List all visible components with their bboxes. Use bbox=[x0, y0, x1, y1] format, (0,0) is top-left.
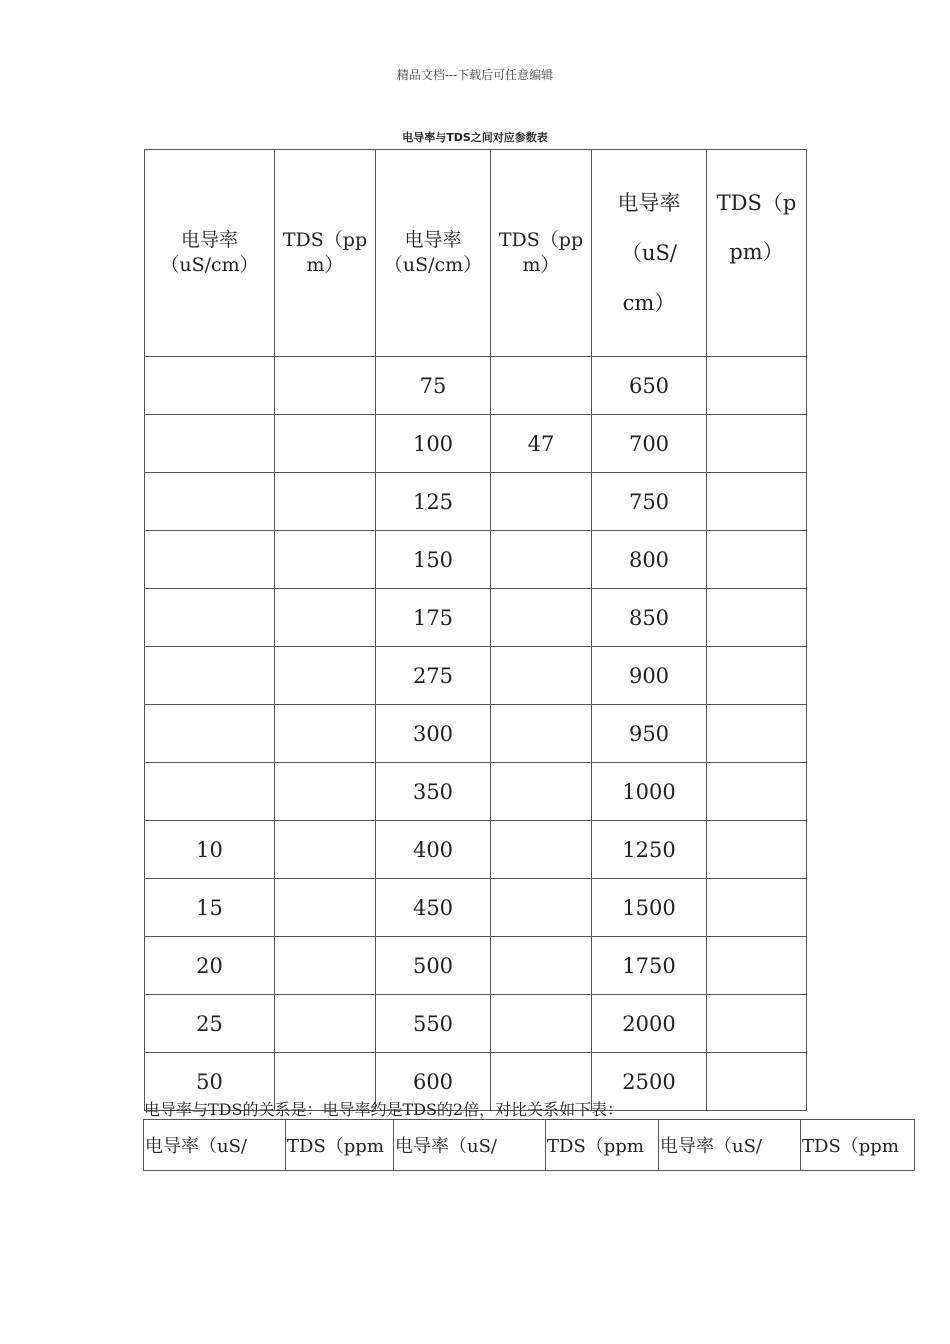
header-conductivity-3 bbox=[592, 150, 707, 357]
table-cell bbox=[707, 763, 807, 821]
table-cell: 20 bbox=[145, 937, 275, 995]
table-row bbox=[145, 705, 807, 763]
table-row bbox=[145, 821, 807, 879]
relationship-note: 电导率与TDS的关系是：电导率约是TDS的2倍，对比关系如下表： bbox=[144, 1100, 624, 1119]
table-cell: 650 bbox=[592, 357, 707, 415]
table-cell bbox=[145, 531, 275, 589]
header-line: （uS/cm） bbox=[383, 254, 483, 276]
table-cell bbox=[145, 357, 275, 415]
header-line: cm） bbox=[622, 291, 676, 315]
table-title: 电导率与TDS之间对应参数表 bbox=[402, 131, 548, 144]
table-cell: 75 bbox=[376, 357, 491, 415]
table-cell bbox=[275, 589, 376, 647]
header-tds-3 bbox=[707, 150, 807, 357]
table-cell: 700 bbox=[592, 415, 707, 473]
header-line: （uS/ bbox=[621, 241, 677, 265]
table-cell: 125 bbox=[376, 473, 491, 531]
table-cell bbox=[275, 995, 376, 1053]
table-cell: 850 bbox=[592, 589, 707, 647]
comparison-header-cell: TDS（ppm bbox=[286, 1120, 394, 1171]
table-row bbox=[145, 647, 807, 705]
table-cell bbox=[491, 647, 592, 705]
table-cell bbox=[707, 647, 807, 705]
header-line: m） bbox=[522, 254, 560, 276]
page-header: 精品文档---下载后可任意编辑 bbox=[396, 68, 554, 82]
table-cell bbox=[491, 705, 592, 763]
table-row bbox=[145, 531, 807, 589]
table-cell bbox=[275, 821, 376, 879]
header-tds-2 bbox=[491, 150, 592, 357]
table-row bbox=[145, 415, 807, 473]
table-row bbox=[145, 879, 807, 937]
comparison-header-row bbox=[144, 1120, 915, 1171]
comparison-header-cell: 电导率（uS/ bbox=[394, 1120, 546, 1171]
table-cell: 10 bbox=[145, 821, 275, 879]
table-row bbox=[145, 473, 807, 531]
table-cell: 150 bbox=[376, 531, 491, 589]
table-cell: 275 bbox=[376, 647, 491, 705]
header-conductivity-1 bbox=[145, 150, 275, 357]
table-cell: 950 bbox=[592, 705, 707, 763]
table-cell bbox=[707, 821, 807, 879]
table-cell: 500 bbox=[376, 937, 491, 995]
table-cell bbox=[491, 879, 592, 937]
table-cell: 450 bbox=[376, 879, 491, 937]
header-line: 电导率 bbox=[617, 191, 681, 215]
table-cell bbox=[275, 415, 376, 473]
comparison-header-cell: 电导率（uS/ bbox=[144, 1120, 286, 1171]
table-cell bbox=[145, 589, 275, 647]
table-cell: 1750 bbox=[592, 937, 707, 995]
header-line: m） bbox=[306, 254, 344, 276]
table-cell: 750 bbox=[592, 473, 707, 531]
table-cell: 25 bbox=[145, 995, 275, 1053]
table-cell bbox=[707, 415, 807, 473]
table-cell bbox=[275, 937, 376, 995]
table-cell bbox=[707, 995, 807, 1053]
comparison-header-cell: TDS（ppm bbox=[546, 1120, 659, 1171]
table-cell bbox=[491, 821, 592, 879]
table-cell bbox=[145, 473, 275, 531]
table-cell bbox=[707, 531, 807, 589]
table-cell bbox=[491, 589, 592, 647]
table-cell: 350 bbox=[376, 763, 491, 821]
header-line: 电导率 bbox=[180, 229, 238, 251]
table-cell bbox=[707, 937, 807, 995]
comparison-table bbox=[143, 1119, 915, 1171]
table-cell: 2000 bbox=[592, 995, 707, 1053]
table-row bbox=[145, 357, 807, 415]
table-cell: 400 bbox=[376, 821, 491, 879]
header-line: TDS（pp bbox=[282, 229, 368, 251]
table-cell: 1250 bbox=[592, 821, 707, 879]
table-cell bbox=[275, 879, 376, 937]
table-cell: 50 bbox=[145, 1053, 275, 1111]
table-cell: 15 bbox=[145, 879, 275, 937]
table-header-row bbox=[145, 150, 807, 357]
table-cell bbox=[491, 995, 592, 1053]
header-line: TDS（pp bbox=[498, 229, 584, 251]
table-cell bbox=[145, 705, 275, 763]
table-cell bbox=[275, 763, 376, 821]
table-cell: 100 bbox=[376, 415, 491, 473]
table-cell bbox=[707, 473, 807, 531]
header-line: 电导率 bbox=[404, 229, 462, 251]
table-row bbox=[145, 589, 807, 647]
table-cell bbox=[275, 647, 376, 705]
header-tds-1 bbox=[275, 150, 376, 357]
table-cell: 47 bbox=[491, 415, 592, 473]
table-cell bbox=[145, 647, 275, 705]
table-cell: 800 bbox=[592, 531, 707, 589]
comparison-header-cell: TDS（ppm bbox=[801, 1120, 915, 1171]
table-cell bbox=[491, 937, 592, 995]
table-cell bbox=[491, 473, 592, 531]
table-cell: 2500 bbox=[592, 1053, 707, 1111]
table-cell bbox=[275, 705, 376, 763]
table-cell bbox=[491, 531, 592, 589]
table-cell bbox=[275, 531, 376, 589]
table-cell bbox=[707, 357, 807, 415]
comparison-header-cell: 电导率（uS/ bbox=[659, 1120, 801, 1171]
header-conductivity-2 bbox=[376, 150, 491, 357]
table-cell bbox=[275, 473, 376, 531]
table-cell bbox=[491, 763, 592, 821]
table-cell: 175 bbox=[376, 589, 491, 647]
table-cell: 600 bbox=[376, 1053, 491, 1111]
table-cell bbox=[145, 763, 275, 821]
table-row bbox=[145, 937, 807, 995]
header-line: pm） bbox=[729, 240, 784, 264]
table-row bbox=[145, 995, 807, 1053]
table-cell: 1000 bbox=[592, 763, 707, 821]
conductivity-tds-table bbox=[144, 149, 807, 1111]
table-cell: 300 bbox=[376, 705, 491, 763]
table-cell bbox=[145, 415, 275, 473]
header-line: TDS（p bbox=[716, 191, 797, 215]
table-cell bbox=[275, 357, 376, 415]
table-cell bbox=[707, 879, 807, 937]
table-cell: 550 bbox=[376, 995, 491, 1053]
table-row bbox=[145, 763, 807, 821]
table-cell: 1500 bbox=[592, 879, 707, 937]
table-cell bbox=[707, 1053, 807, 1111]
header-line: （uS/cm） bbox=[160, 254, 259, 276]
table-cell bbox=[707, 589, 807, 647]
table-cell bbox=[707, 705, 807, 763]
table-cell bbox=[491, 357, 592, 415]
table-cell: 900 bbox=[592, 647, 707, 705]
